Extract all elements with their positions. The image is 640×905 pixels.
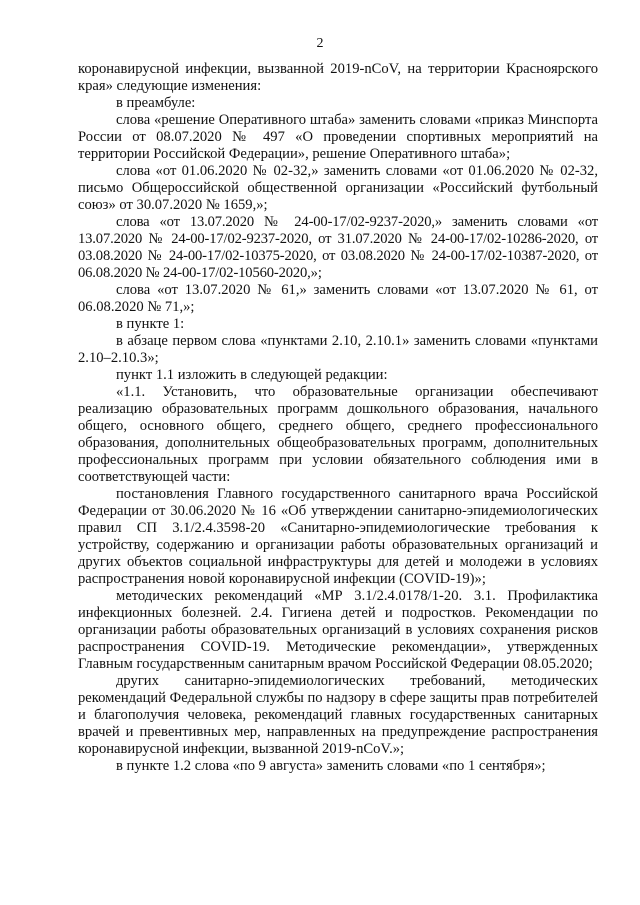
- paragraph-continuation: коронавирусной инфекции, вызванной 2019-nCoV, на территории Красноярского края» следующие изменения:: [78, 61, 598, 94]
- paragraph-point-1-2: в пункте 1.2 слова «по 9 августа» заменить словами «по 1 сентября»;: [116, 758, 546, 774]
- paragraph-point-1-1-text: «1.1. Установить, что образовательные организации обеспечивают реализацию образовательных программ дошкольного образования, начального общего, основного общего, среднего общего, среднего профессионального образования, дополнительных общеобразовательных программ, дополнительных профессиональных программ при условии обязательного соблюдения ими в соответствующей части:: [78, 384, 598, 485]
- paragraph-point-1-1-heading: пункт 1.1 изложить в следующей редакции:: [116, 367, 388, 383]
- paragraph-point-1-heading: в пункте 1:: [116, 316, 185, 332]
- page-number: 2: [316, 36, 324, 51]
- paragraph-preamble-heading: в преамбуле:: [116, 95, 196, 111]
- paragraph-amendment-2: слова «от 01.06.2020 № 02-32,» заменить словами «от 01.06.2020 № 02-32, письмо Общероссийской общественной организации «Российский футбольный союз» от 30.07.2020 № 1659,»;: [78, 163, 598, 213]
- paragraph-other-requirements: других санитарно-эпидемиологических требований, методических рекомендаций Федеральной службы по надзору в сфере защиты прав потребителей и благополучия человека, рекомендаций главных государственных санитарных врачей и превентивных мер, направленных на предупреждение распространения коронавирусной инфекции, вызванной 2019-nCoV.»;: [78, 673, 598, 757]
- paragraph-point-1-first-abzac: в абзаце первом слова «пунктами 2.10, 2.10.1» заменить словами «пунктами 2.10–2.10.3»;: [78, 333, 598, 366]
- paragraph-resolution: постановления Главного государственного санитарного врача Российской Федерации от 30.06.2020 № 16 «Об утверждении санитарно-эпидемиологических правил СП 3.1/2.4.3598-20 «Санитарно-эпидемиологические требования к устройству, содержанию и организации работы образовательных организаций и других объектов социальной инфраструктуры для детей и молодежи в условиях распространения новой коронавирусной инфекции (COVID-19)»;: [78, 486, 598, 587]
- document-body: [78, 61, 598, 775]
- paragraph-amendment-4: слова «от 13.07.2020 № 61,» заменить словами «от 13.07.2020 № 61, от 06.08.2020 № 71,»;: [78, 282, 598, 315]
- paragraph-guidelines: методических рекомендаций «МР 3.1/2.4.0178/1-20. 3.1. Профилактика инфекционных болезней. 2.4. Гигиена детей и подростков. Рекомендации по организации работы образовательных организаций в условиях сохранения рисков распространения COVID-19. Методические рекомендации», утвержденных Главным государственным санитарным врачом Российской Федерации 08.05.2020;: [78, 588, 598, 672]
- paragraph-amendment-3: слова «от 13.07.2020 № 24-00-17/02-9237-2020,» заменить словами «от 13.07.2020 № 24-00-17/02-9237-2020, от 31.07.2020 № 24-00-17/02-10286-2020, от 03.08.2020 № 24-00-17/02-10375-2020, от 03.08.2020 № 24-00-17/02-10387-2020, от 06.08.2020 № 24-00-17/02-10560-2020,»;: [78, 214, 598, 281]
- paragraph-amendment-1: слова «решение Оперативного штаба» заменить словами «приказ Минспорта России от 08.07.2020 № 497 «О проведении спортивных мероприятий на территории Российской Федерации», решение Оперативного штаба»;: [78, 112, 598, 162]
